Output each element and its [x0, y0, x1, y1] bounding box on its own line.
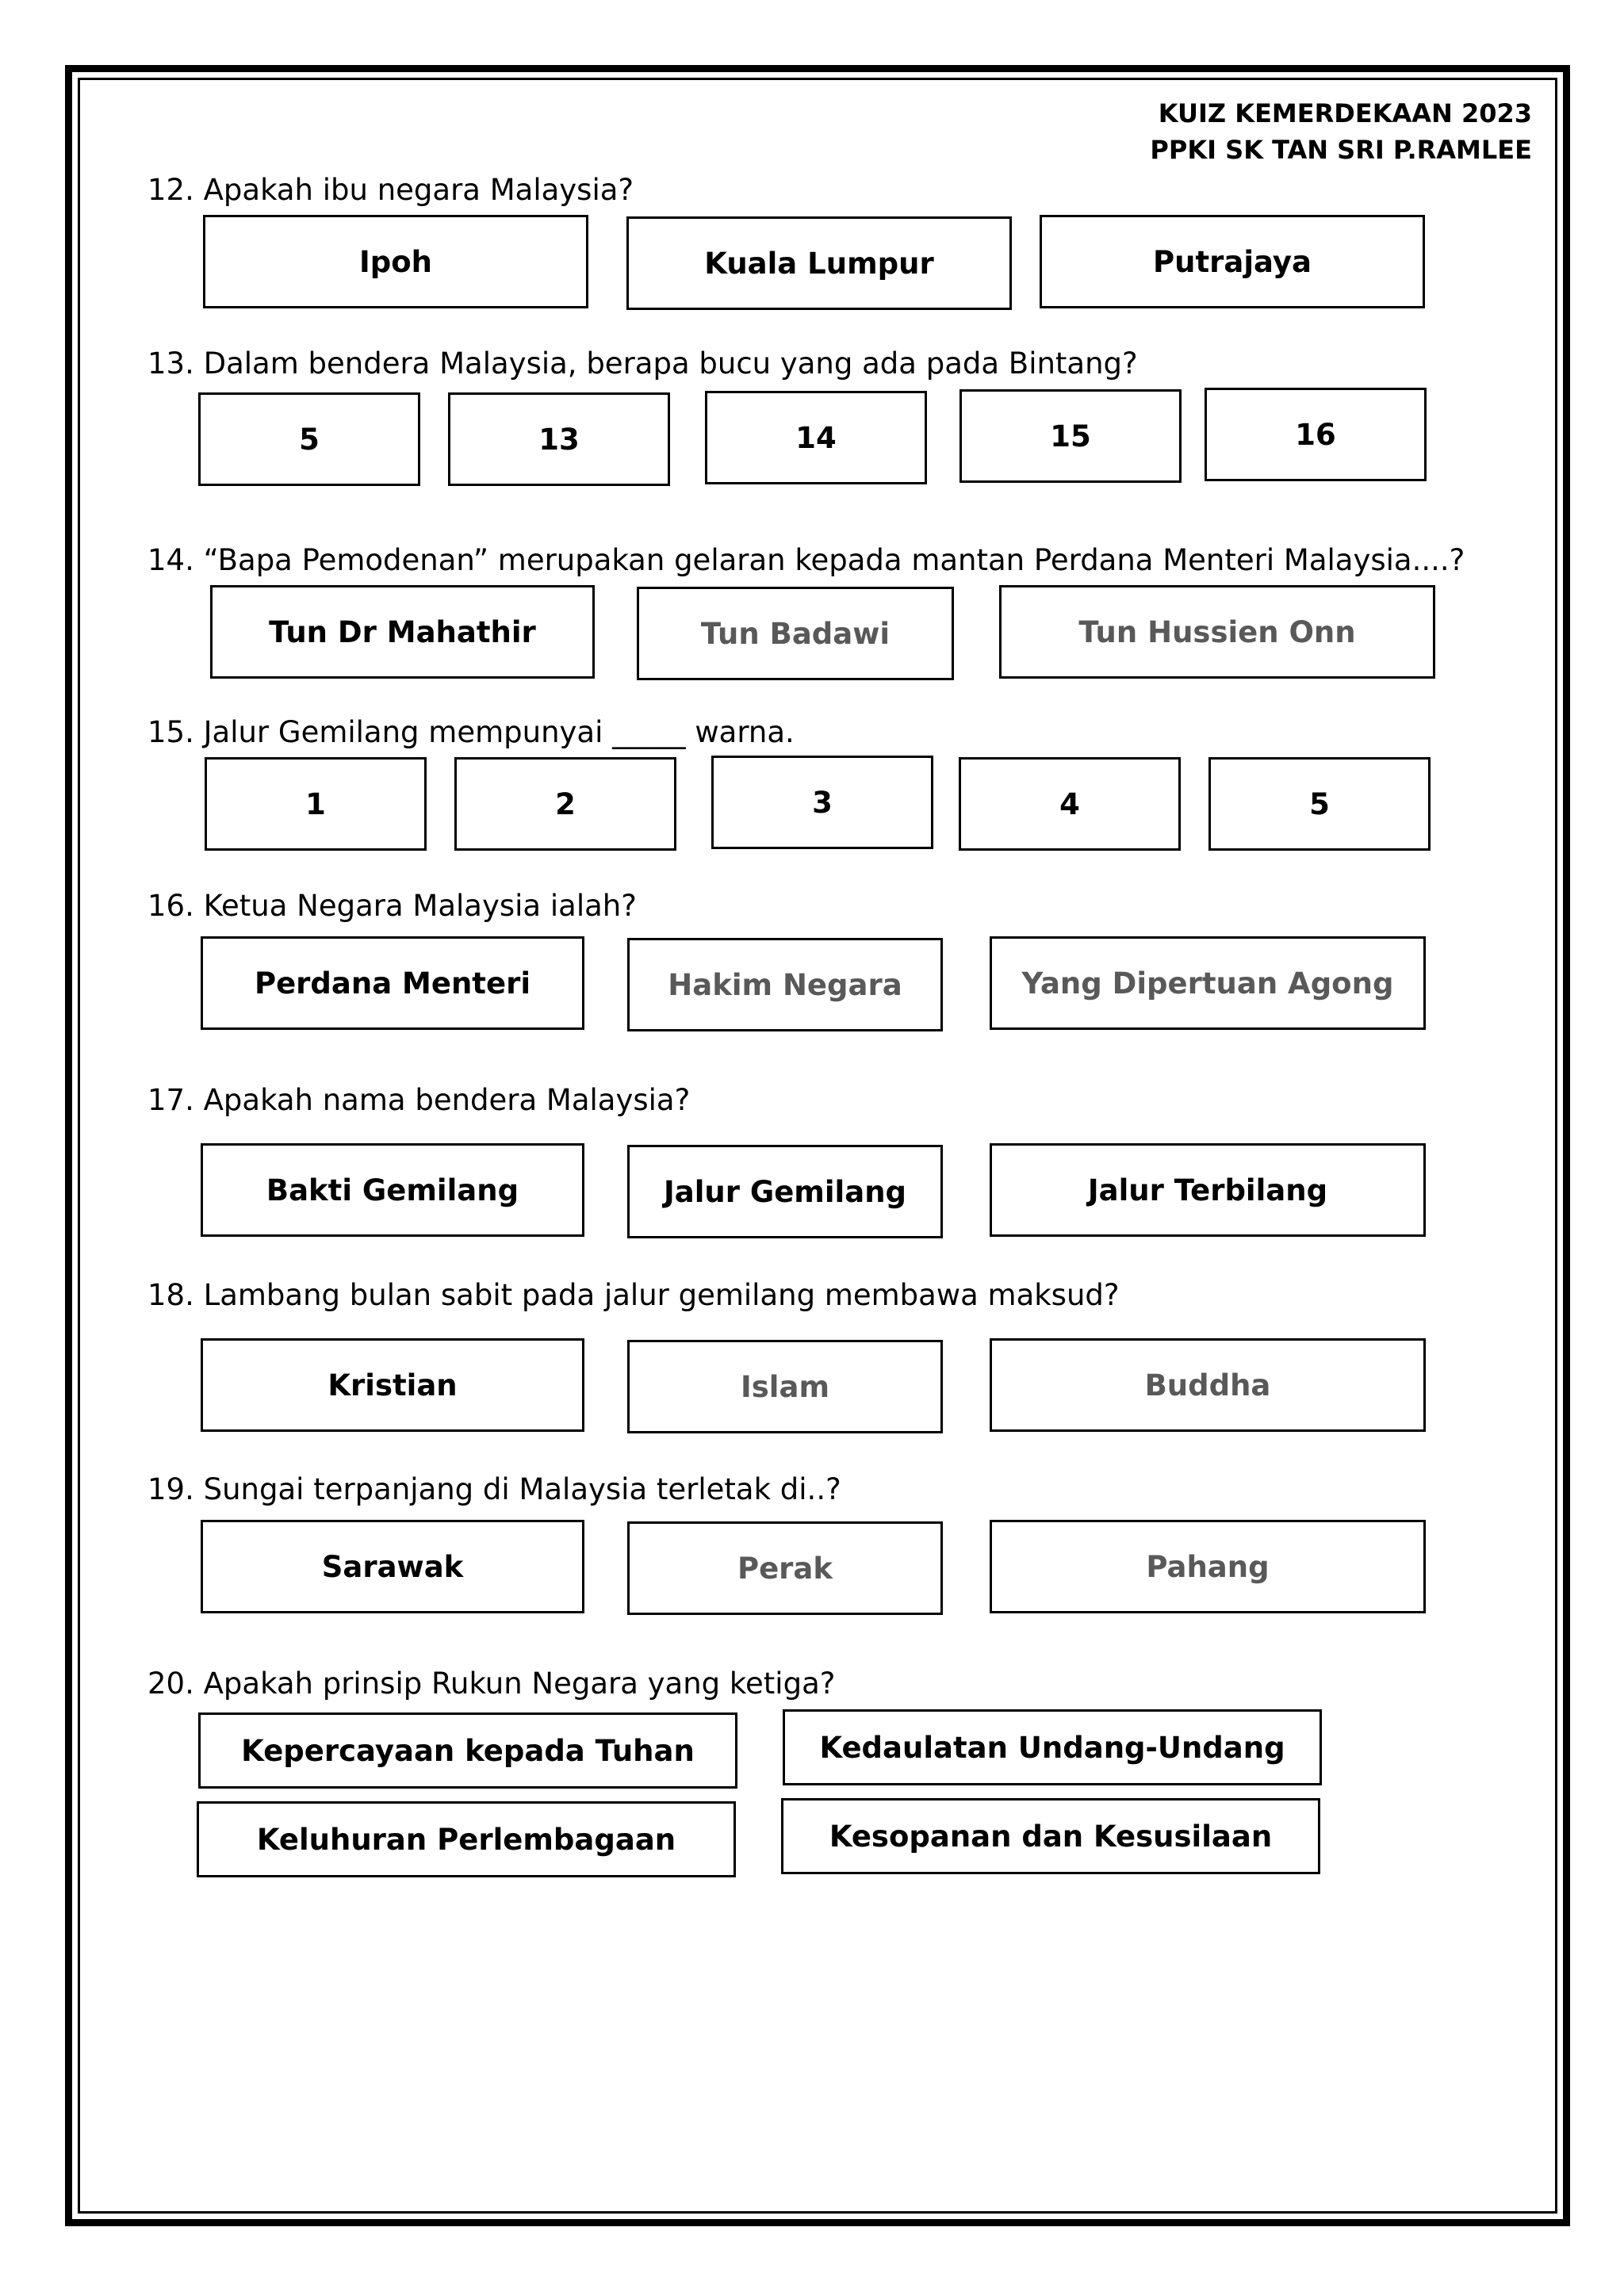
q13-option-15[interactable]: 15 [959, 389, 1182, 483]
q16-option-perdana-menteri[interactable]: Perdana Menteri [201, 936, 584, 1030]
question-12: 12. Apakah ibu negara Malaysia? [147, 173, 634, 207]
question-16: 16. Ketua Negara Malaysia ialah? [147, 889, 637, 923]
q15-option-1[interactable]: 1 [205, 757, 427, 851]
question-14: 14. “Bapa Pemodenan” merupakan gelaran kepada mantan Perdana Menteri Malaysia....? [147, 543, 1465, 577]
q19-option-pahang[interactable]: Pahang [990, 1520, 1426, 1613]
q20-option-keluhuran-perlembagaan[interactable]: Keluhuran Perlembagaan [197, 1801, 736, 1877]
q13-option-14[interactable]: 14 [705, 391, 927, 484]
q17-option-jalur-terbilang[interactable]: Jalur Terbilang [990, 1143, 1426, 1237]
q13-option-16[interactable]: 16 [1205, 388, 1427, 481]
q20-option-kesopanan-dan-kesusilaan[interactable]: Kesopanan dan Kesusilaan [781, 1798, 1320, 1874]
header-quiz-title: KUIZ KEMERDEKAAN 2023 [1158, 98, 1532, 128]
header-school-name: PPKI SK TAN SRI P.RAMLEE [1150, 135, 1532, 165]
q12-option-putrajaya[interactable]: Putrajaya [1040, 215, 1425, 308]
q12-option-ipoh[interactable]: Ipoh [203, 215, 588, 308]
q15-option-2[interactable]: 2 [454, 757, 676, 851]
q18-option-islam[interactable]: Islam [627, 1340, 943, 1433]
question-20: 20. Apakah prinsip Rukun Negara yang ketiga? [147, 1667, 836, 1701]
question-18: 18. Lambang bulan sabit pada jalur gemilang membawa maksud? [147, 1278, 1120, 1312]
q20-option-kepercayaan-kepada-tuhan[interactable]: Kepercayaan kepada Tuhan [198, 1712, 737, 1789]
q18-option-kristian[interactable]: Kristian [201, 1338, 584, 1432]
q19-option-perak[interactable]: Perak [627, 1521, 943, 1615]
q15-option-3[interactable]: 3 [711, 756, 933, 849]
q12-option-kuala-lumpur[interactable]: Kuala Lumpur [626, 216, 1012, 310]
q17-option-bakti-gemilang[interactable]: Bakti Gemilang [201, 1143, 584, 1237]
q14-option-tun-dr-mahathir[interactable]: Tun Dr Mahathir [210, 585, 595, 679]
question-17: 17. Apakah nama bendera Malaysia? [147, 1083, 691, 1117]
q16-option-yang-dipertuan-agong[interactable]: Yang Dipertuan Agong [990, 936, 1426, 1030]
q17-option-jalur-gemilang[interactable]: Jalur Gemilang [627, 1145, 943, 1238]
q20-option-kedaulatan-undang-undang[interactable]: Kedaulatan Undang-Undang [783, 1709, 1322, 1785]
q15-option-5[interactable]: 5 [1208, 757, 1431, 851]
question-15: 15. Jalur Gemilang mempunyai _____ warna. [147, 715, 795, 749]
q19-option-sarawak[interactable]: Sarawak [201, 1520, 584, 1613]
question-13: 13. Dalam bendera Malaysia, berapa bucu yang ada pada Bintang? [147, 346, 1138, 381]
q16-option-hakim-negara[interactable]: Hakim Negara [627, 938, 943, 1031]
q15-option-4[interactable]: 4 [959, 757, 1181, 851]
q14-option-tun-badawi[interactable]: Tun Badawi [637, 587, 954, 680]
q18-option-buddha[interactable]: Buddha [990, 1338, 1426, 1432]
q13-option-5[interactable]: 5 [198, 392, 420, 486]
question-19: 19. Sungai terpanjang di Malaysia terletak di..? [147, 1472, 841, 1506]
q14-option-tun-hussien-onn[interactable]: Tun Hussien Onn [999, 585, 1435, 679]
q13-option-13[interactable]: 13 [448, 392, 670, 486]
